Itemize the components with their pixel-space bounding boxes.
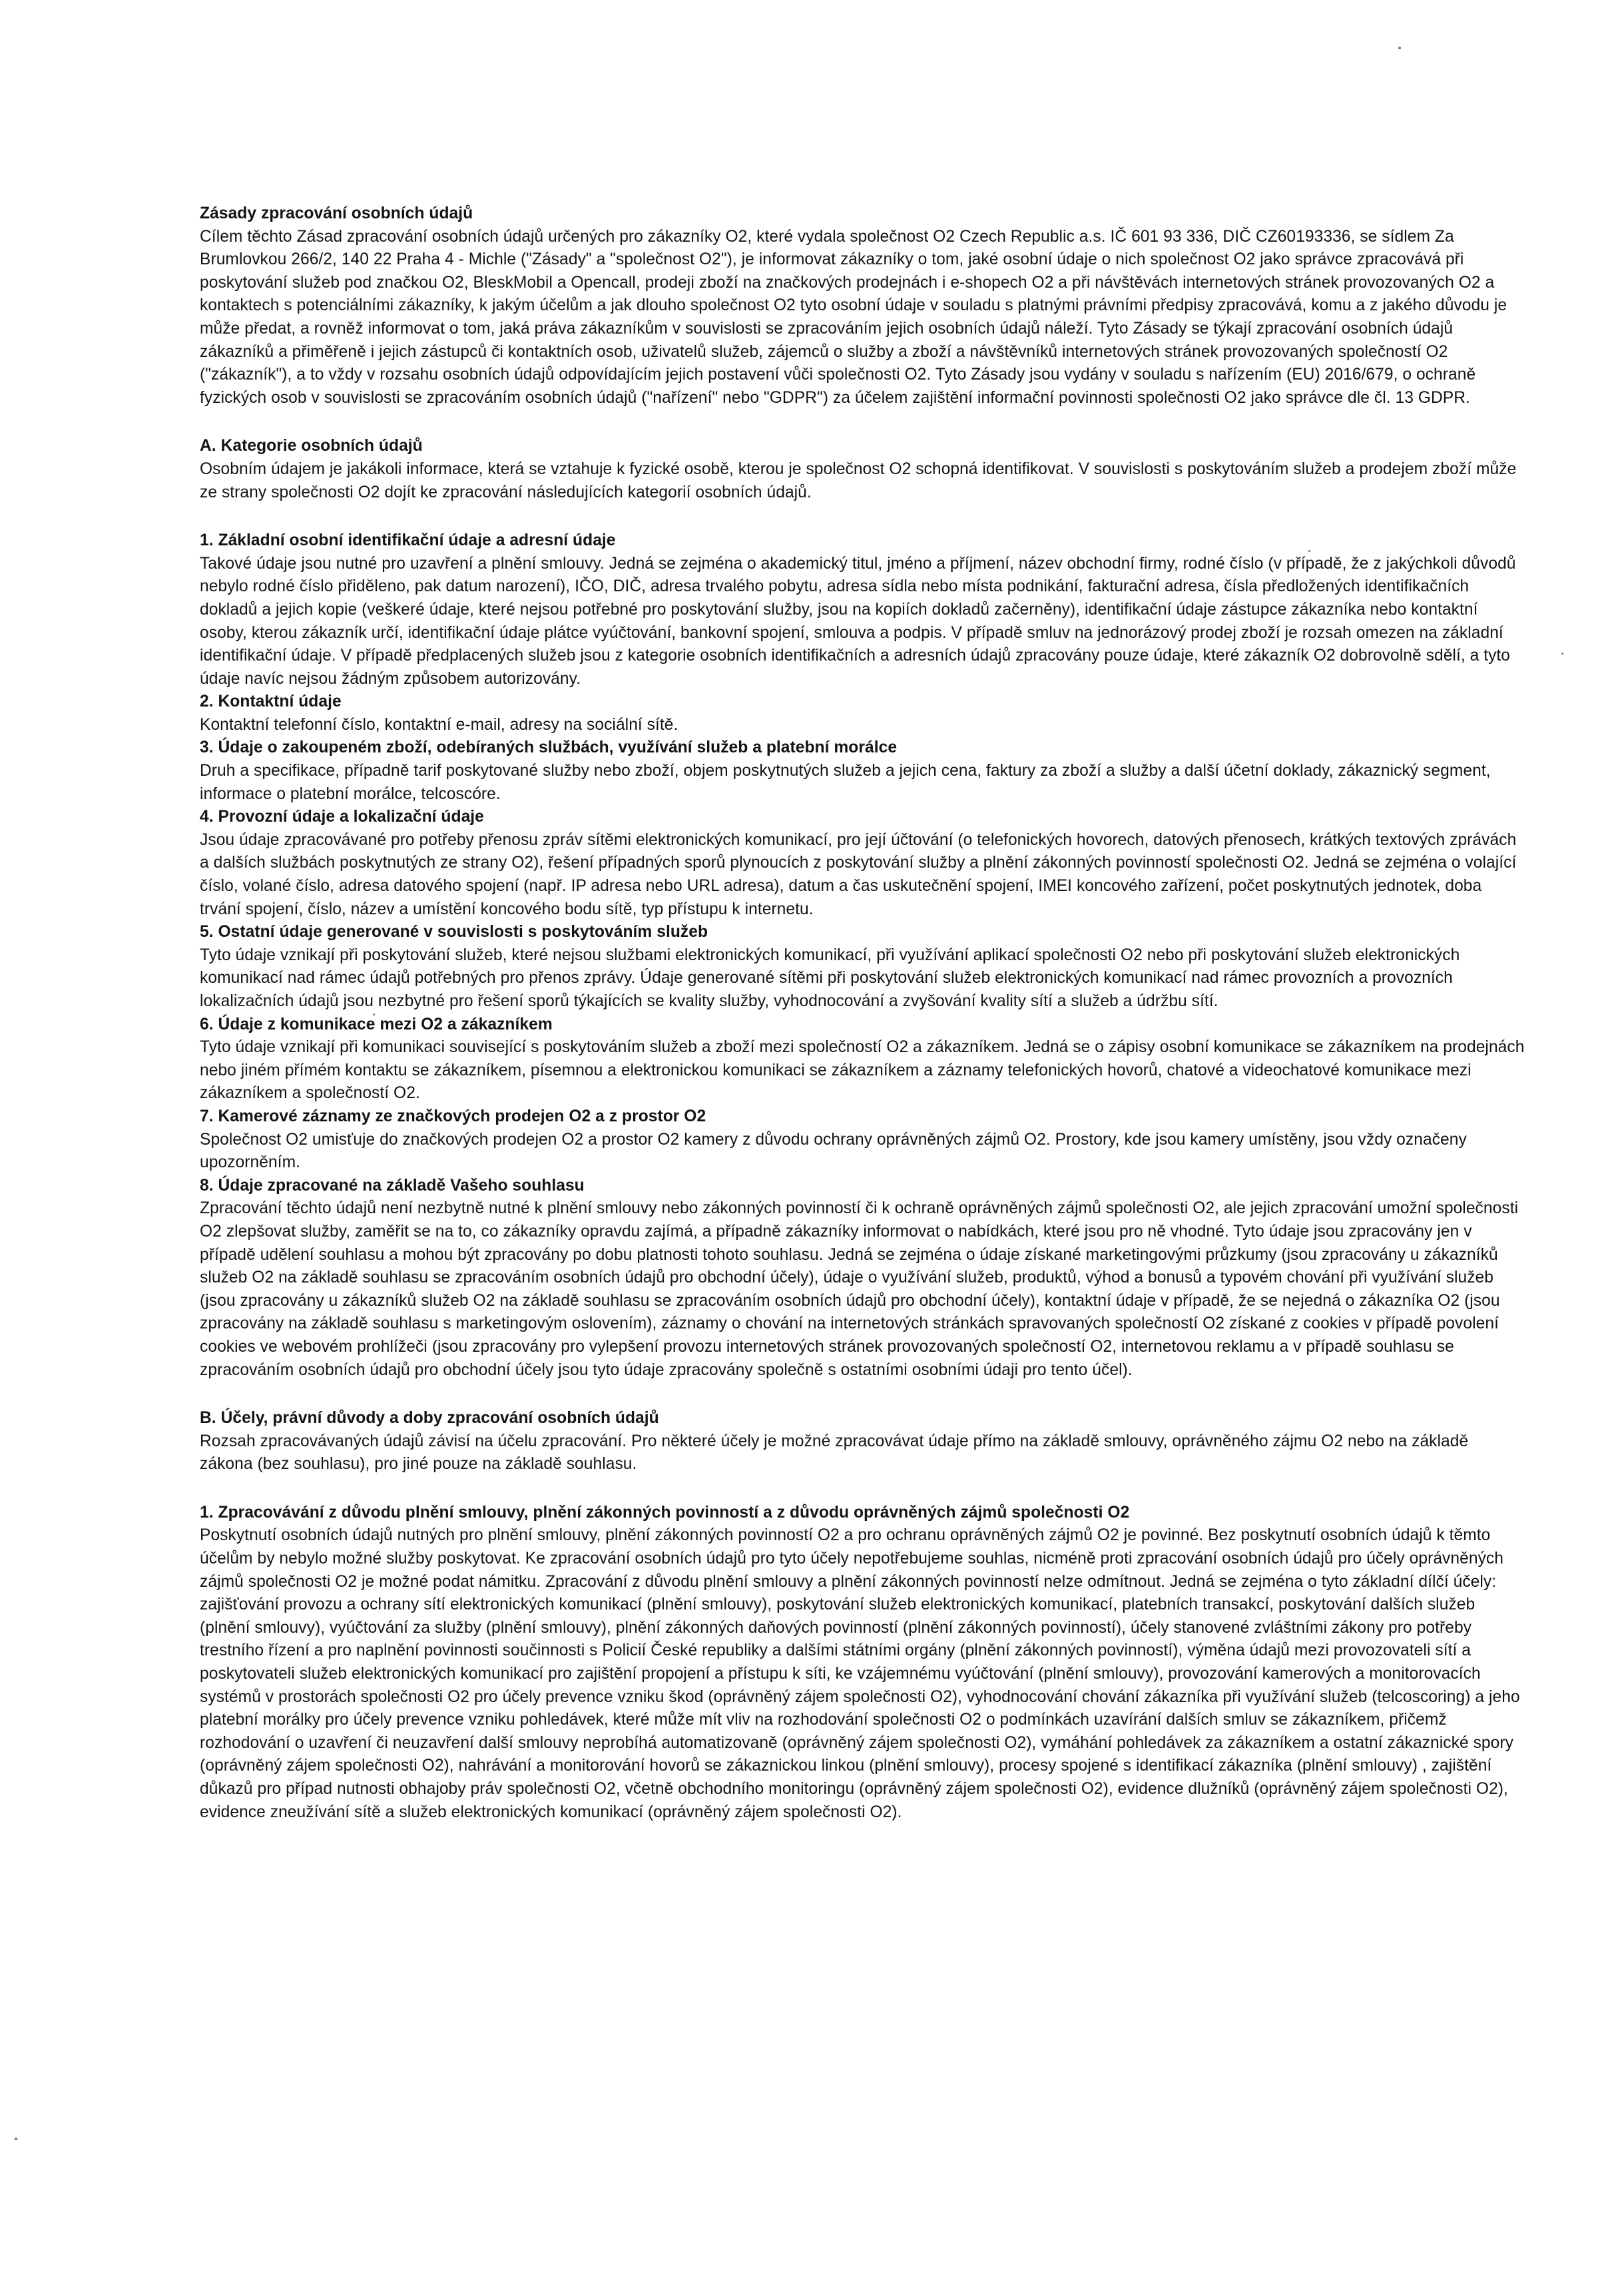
a-item-6-heading: 6. Údaje z komunikace mezi O2 a zákazníkem <box>200 1015 553 1033</box>
a-item-1-text: Takové údaje jsou nutné pro uzavření a plnění smlouvy. Jedná se zejména o akademický titul, jméno a příjmení, název obchodní firmy, rodné číslo (v případě, že z jakýchkoli důvodů nebylo rodné číslo přiděleno, pak datum narození), IČO, DIČ, adresa trvalého pobytu, adresa sídla nebo místa podnikání, fakturační adresa, čísla předložených identifikačních dokladů a jejich kopie (veškeré údaje, které nejsou potřebné pro poskytování služby, jsou na kopiích dokladů začerněny), identifikační údaje zástupce zákazníka nebo kontaktní osoby, kterou zákazník určí, identifikační údaje plátce vyúčtování, bankovní spojení, smlouva a podpis. V případě smluv na jednorázový prodej zboží je rozsah omezen na základní identifikační údaje. V případě předplacených služeb jsou z kategorie osobních identifikačních a adresních údajů zpracovány pouze údaje, které zákazník O2 dobrovolně sdělí, a tyto údaje navíc nejsou žádným způsobem autorizovány. <box>200 554 1516 688</box>
a-item-7-text: Společnost O2 umisťuje do značkových prodejen O2 a prostor O2 kamery z důvodu ochrany oprávněných zájmů O2. Prostory, kde jsou kamery umístěny, jsou vždy označeny upozorněním. <box>200 1130 1467 1172</box>
a-item-4-text: Jsou údaje zpracovávané pro potřeby přenosu zpráv sítěmi elektronických komunikací, pro její účtování (o telefonických hovorech, datových přenosech, krátkých textových zprávách a dalších službách poskytnutých ze strany O2), řešení případných sporů plynoucích z poskytování služby a plnění zákonných povinností společnosti O2. Jedná se zejména o volající číslo, volané číslo, adresa datového spojení (např. IP adresa nebo URL adresa), datum a čas uskutečnění spojení, IMEI koncového zařízení, počet poskytnutých jednotek, doba trvání spojení, číslo, název a umístění koncového bodu sítě, typ přístupu k internetu. <box>200 830 1517 918</box>
a-item-2-heading: 2. Kontaktní údaje <box>200 693 342 711</box>
section-b-text: Rozsah zpracovávaných údajů závisí na účelu zpracování. Pro některé účely je možné zpracovávat údaje přímo na základě smlouvy, oprávněného zájmu O2 nebo na základě zákona (bez souhlasu), pro jiné pouze na základě souhlasu. <box>200 1432 1469 1474</box>
a-item-3-heading: 3. Údaje o zakoupeném zboží, odebíraných službách, využívání služeb a platební morálce <box>200 738 898 757</box>
document-body <box>200 202 1525 1824</box>
intro-paragraph: Cílem těchto Zásad zpracování osobních údajů určených pro zákazníky O2, které vydala společnost O2 Czech Republic a.s. IČ 601 93 336, DIČ CZ60193336, se sídlem Za Brumlovkou 266/2, 140 22 Praha 4 - Michle ("Zásady" a "společnost O2"), je informovat zákazníky o tom, jaké osobní údaje o nich společnost O2 jako správce zpracovává při poskytování služeb pod značkou O2, BleskMobil a Opencall, prodeji zboží na značkových prodejnách i e-shopech O2 a při návštěvách internetových stránek provozovaných O2 a kontaktech s potenciálními zákazníky, k jakým účelům a jak dlouho společnost O2 tyto osobní údaje v souladu s platnými právními předpisy zpracovává, komu a z jakého důvodu je může předat, a rovněž informovat o tom, jaká práva zákazníkům v souvislosti se zpracováním jejich osobních údajů náleží. Tyto Zásady se týkají zpracování osobních údajů zákazníků a přiměřeně i jejich zástupců či kontaktních osob, uživatelů služeb, zájemců o služby a zboží a návštěvníků internetových stránek provozovaných společností O2 ("zákazník"), a to vždy v rozsahu osobních údajů odpovídajícím jejich postavení vůči společnosti O2. Tyto Zásady jsou vydány v souladu s nařízením (EU) 2016/679, o ochraně fyzických osob v souvislosti se zpracováním osobních údajů ("nařízení" nebo "GDPR") za účelem zajištění informační povinnosti společnosti O2 jako správce dle čl. 13 GDPR. <box>200 227 1507 407</box>
a-item-8-text: Zpracování těchto údajů není nezbytně nutné k plnění smlouvy nebo zákonných povinností či k ochraně oprávněných zájmů společnosti O2, ale jejich zpracování umožní společnosti O2 zlepšovat služby, zaměřit se na to, co zákazníky opravdu zajímá, a případně zákazníky informovat o nabídkách, které jsou pro ně vhodné. Tyto údaje jsou zpracovány jen v případě udělení souhlasu a mohou být zpracovány po dobu platnosti tohoto souhlasu. Jedná se zejména o údaje získané marketingovými průzkumy (jsou zpracovány u zákazníků služeb O2 na základě souhlasu se zpracováním osobních údajů pro obchodní účely), údaje o využívání služeb, produktů, výhod a bonusů a typovém chování při využívání služeb (jsou zpracovány u zákazníků služeb O2 na základě souhlasu se zpracováním osobních údajů pro obchodní účely), kontaktní údaje v případě, že se nejedná o zákazníka O2 (jsou zpracovány na základě souhlasu s marketingovým oslovením), záznamy o chování na internetových stránkách spravovaných společností O2 získané z cookies v případě povolení cookies ve webovém prohlížeči (jsou zpracovány pro vylepšení provozu internetových stránek provozovaných společností O2, internetovou reklamu a v případě souhlasu se zpracováním osobních údajů pro obchodní účely jsou tyto údaje zpracovány společně s ostatními osobními údaji pro tento účel). <box>200 1199 1519 1379</box>
scan-speck <box>1398 47 1401 49</box>
document-title: Zásady zpracování osobních údajů <box>200 204 473 222</box>
a-item-6-text: Tyto údaje vznikají při komunikaci související s poskytováním služeb a zboží mezi společností O2 a zákazníkem. Jedná se o zápisy osobní komunikace se zákazníkem na prodejnách nebo jiném přímém kontaktu se zákazníkem, písemnou a elektronickou komunikaci se zákazníkem a záznamy telefonických hovorů, chatové a videochatové komunikace mezi zákazníkem a společností O2. <box>200 1038 1525 1103</box>
a-item-3-text: Druh a specifikace, případně tarif poskytované služby nebo zboží, objem poskytnutých služeb a jejich cena, faktury za zboží a služby a další účetní doklady, zákaznický segment, informace o platební morálce, telcoscóre. <box>200 762 1491 803</box>
a-item-1-heading: 1. Základní osobní identifikační údaje a adresní údaje <box>200 531 616 550</box>
section-a-heading: A. Kategorie osobních údajů <box>200 437 423 455</box>
scan-speck <box>1561 653 1563 655</box>
b-item-1-heading: 1. Zpracovávání z důvodu plnění smlouvy, plnění zákonných povinností a z důvodu oprávněných zájmů společnosti O2 <box>200 1503 1130 1522</box>
a-item-2-text: Kontaktní telefonní číslo, kontaktní e-mail, adresy na sociální sítě. <box>200 715 678 734</box>
a-item-8-heading: 8. Údaje zpracované na základě Vašeho souhlasu <box>200 1176 585 1195</box>
scan-speck <box>15 2138 17 2140</box>
scan-speck <box>1308 550 1310 552</box>
scan-speck <box>373 1013 375 1015</box>
b-item-1-text: Poskytnutí osobních údajů nutných pro plnění smlouvy, plnění zákonných povinností O2 a pro ochranu oprávněných zájmů O2 je povinné. Bez poskytnutí osobních údajů k těmto účelům by nebylo možné služby poskytovat. Ke zpracování osobních údajů pro tyto účely nepotřebujeme souhlas, nicméně proti zpracování osobních údajů pro účely oprávněných zájmů společnosti O2 je možné podat námitku. Zpracování z důvodu plnění smlouvy a plnění zákonných povinností nelze odmítnout. Jedná se zejména o tyto základní dílčí účely: zajišťování provozu a ochrany sítí elektronických komunikací (plnění smlouvy), poskytování služeb elektronických komunikací, platebních transakcí, poskytování dalších služeb (plnění smlouvy), vyúčtování za služby (plnění smlouvy), plnění zákonných daňových povinností (plnění zákonných povinností), účely stanovené zvláštními zákony pro potřeby trestního řízení a pro naplnění povinnosti součinnosti s Policií České republiky a dalšími státními orgány (plnění zákonných povinností), výměna údajů mezi provozovateli sítí a poskytovateli služeb elektronických komunikací pro zajištění propojení a přístupu k síti, ke vzájemnému vyúčtování (plnění smlouvy), provozování kamerových a monitorovacích systémů v prostorách společnosti O2 pro účely prevence vzniku škod (oprávněný zájem společnosti O2), vyhodnocování chování zákazníka při využívání služeb (telcoscoring) a jeho platební morálky pro účely prevence vzniku pohledávek, které může mít vliv na rozhodování společnosti O2 o podmínkách uzavírání dalších smluv se zákazníkem, přičemž rozhodování o uzavření či neuzavření další smlouvy neprobíhá automatizovaně (oprávněný zájem společnosti O2), vymáhání pohledávek za zákazníkem a ostatní zákaznické spory (oprávněný zájem společnosti O2), nahrávání a monitorování hovorů se zákaznickou linkou (plnění smlouvy), procesy spojené s identifikací zákazníka (plnění smlouvy) , zajištění důkazů pro případ nutnosti obhajoby práv společnosti O2, včetně obchodního monitoringu (oprávněný zájem společnosti O2), evidence dlužníků (oprávněný zájem společnosti O2), evidence zneužívání sítě a služeb elektronických komunikací (oprávněný zájem společnosti O2). <box>200 1526 1520 1821</box>
section-a-text: Osobním údajem je jakákoli informace, která se vztahuje k fyzické osobě, kterou je společnost O2 schopná identifikovat. V souvislosti s poskytováním služeb a prodejem zboží může ze strany společnosti O2 dojít ke zpracování následujících kategorií osobních údajů. <box>200 459 1517 501</box>
a-item-4-heading: 4. Provozní údaje a lokalizační údaje <box>200 808 484 826</box>
a-item-7-heading: 7. Kamerové záznamy ze značkových prodejen O2 a z prostor O2 <box>200 1107 706 1125</box>
a-item-5-heading: 5. Ostatní údaje generované v souvislosti s poskytováním služeb <box>200 923 708 942</box>
section-b-heading: B. Účely, právní důvody a doby zpracování osobních údajů <box>200 1409 659 1428</box>
a-item-5-text: Tyto údaje vznikají při poskytování služeb, které nejsou službami elektronických komunikací, při využívání aplikací společnosti O2 nebo při poskytování služeb elektronických komunikací nad rámec údajů potřebných pro přenos zprávy. Údaje generované sítěmi při poskytování služeb elektronických komunikací nad rámec provozních a provozních lokalizačních údajů jsou nezbytné pro řešení sporů týkajících se kvality služby, vyhodnocování a zvyšování kvality sítí a služeb a údržbu sítí. <box>200 946 1460 1010</box>
